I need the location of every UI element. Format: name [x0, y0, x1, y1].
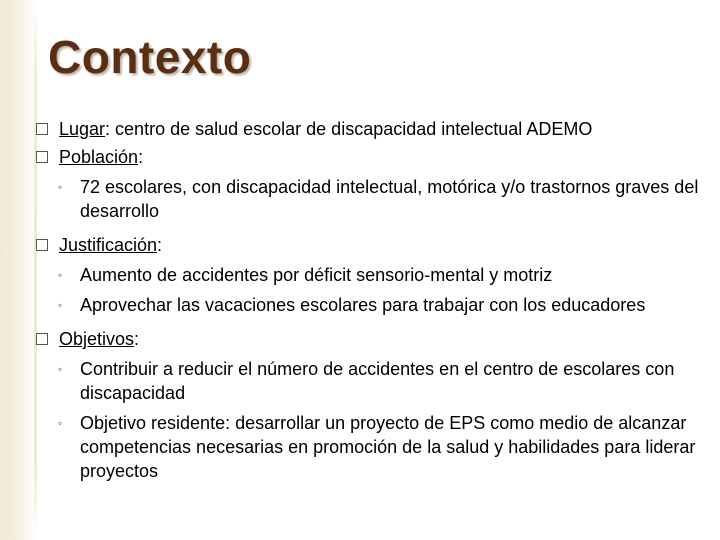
- circle-bullet-icon: ◦: [58, 416, 63, 430]
- square-bullet-icon: [36, 333, 48, 345]
- circle-bullet-icon: ◦: [58, 298, 63, 312]
- decorative-side-band: [0, 0, 36, 540]
- circle-bullet-icon: ◦: [58, 362, 63, 376]
- square-bullet-icon: [36, 151, 48, 163]
- sub-bullet: [36, 411, 706, 483]
- bullet-justificacion: [36, 233, 706, 257]
- bullet-key: Objetivos: [59, 329, 135, 349]
- bullet-objetivos: [36, 327, 706, 351]
- bullet-text: :: [157, 235, 163, 255]
- bullet-text: :: [134, 329, 140, 349]
- slide-title: Contexto: [48, 31, 252, 83]
- sub-bullet-text: Aprovechar las vacaciones escolares para trabajar con los educadores: [80, 295, 646, 315]
- square-bullet-icon: [36, 239, 48, 251]
- bullet-key: Lugar: [59, 119, 106, 139]
- sub-bullet: [36, 293, 706, 317]
- bullet-key: Población: [59, 147, 139, 167]
- bullet-key: Justificación: [59, 235, 158, 255]
- sub-bullet: [36, 357, 706, 405]
- circle-bullet-icon: ◦: [58, 268, 63, 282]
- sub-bullet-text: 72 escolares, con discapacidad intelectual, motórica y/o trastornos graves del desarrollo: [80, 177, 699, 221]
- square-bullet-icon: [36, 123, 48, 135]
- slide-content: [36, 113, 706, 483]
- sub-bullet-text: Contribuir a reducir el número de accidentes en el centro de escolares con discapacidad: [80, 359, 675, 403]
- bullet-poblacion: [36, 145, 706, 169]
- sub-bullet: [36, 263, 706, 287]
- bullet-lugar: [36, 117, 706, 141]
- sub-bullet-text: Aumento de accidentes por déficit sensorio-mental y motriz: [80, 265, 553, 285]
- sub-bullet-text: Objetivo residente: desarrollar un proyecto de EPS como medio de alcanzar competencias necesarias en promoción de la salud y habilidades para liderar proyectos: [80, 413, 696, 481]
- sub-bullet: [36, 175, 706, 223]
- circle-bullet-icon: ◦: [58, 180, 63, 194]
- bullet-text: :: [138, 147, 144, 167]
- bullet-text: : centro de salud escolar de discapacidad intelectual ADEMO: [105, 119, 593, 139]
